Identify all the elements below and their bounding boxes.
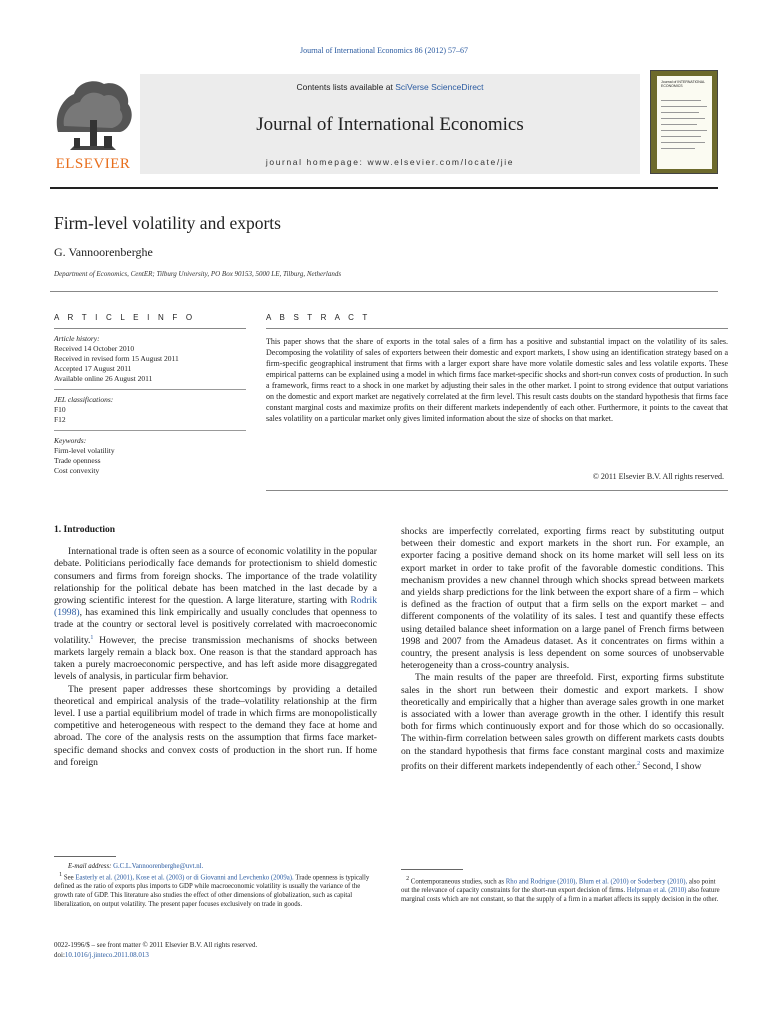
- journal-citation[interactable]: Journal of International Economics 86 (2012) 57–67: [300, 46, 468, 55]
- doi-line: doi:10.1016/j.jinteco.2011.08.013: [54, 951, 149, 959]
- history-accepted: Accepted 17 August 2011: [54, 364, 132, 373]
- contents-line: Contents lists available at SciVerse ScienceDirect: [296, 82, 484, 92]
- citation-link[interactable]: Helpman et al. (2010): [626, 887, 687, 895]
- history-label: Article history:: [54, 334, 100, 343]
- keyword: Firm-level volatility: [54, 446, 115, 455]
- citation-link[interactable]: Rodrik (1998): [54, 595, 377, 619]
- jel-classifications: [54, 395, 246, 431]
- author-name[interactable]: G. Vannoorenberghe: [54, 245, 153, 259]
- citation-link[interactable]: Easterly et al. (2001), Kose et al. (2003) or di Giovanni and Levchenko (2009a).: [75, 874, 294, 882]
- body-column-left: [54, 522, 377, 769]
- author-email: E-mail address: G.C.L.Vannoorenberghe@uvt.nl.: [68, 863, 204, 870]
- abstract-bottom-divider: [266, 490, 728, 491]
- article-info-divider: [54, 328, 246, 329]
- jel-label: JEL classifications:: [54, 395, 114, 404]
- footnotes-left: [54, 862, 377, 909]
- footnote-ref[interactable]: 2: [637, 760, 641, 767]
- elsevier-wordmark: ELSEVIER: [55, 156, 131, 172]
- footnotes-right: [401, 875, 724, 904]
- abstract-divider: [266, 328, 728, 329]
- history-received: Received 14 October 2010: [54, 344, 135, 353]
- section-heading-introduction: 1. Introduction: [54, 525, 116, 535]
- body-paragraph: shocks are imperfectly correlated, exporting firms react by substituting output between their domestic and export markets in the short run. For example, an exporter facing a positive demand shock on its home market will sell less on its export market in order to take profit of the favorable domestic conditions. This mechanism provides a new channel through which shocks spread between markets and yields sharp predictions for the link between the export share of a firm – which is defined as the fraction of output that a firm sells on the export market – and different components of the volatility of its sales. I test and quantify these effects using detailed balance sheet information on a large panel of French firms between 1998 and 2007 from the Amadeus dataset. As it concentrates on firms within a country, the present analysis is less dependent on some sources of unobservable heterogeneity than a cross-country analysis.: [401, 526, 724, 672]
- keyword: Cost convexity: [54, 466, 100, 475]
- author-affiliation: Department of Economics, CentER; Tilburg University, PO Box 90153, 5000 LE, Tilburg, Netherlands: [54, 270, 342, 278]
- history-online: Available online 26 August 2011: [54, 374, 153, 383]
- abstract-copyright: © 2011 Elsevier B.V. All rights reserved.: [592, 472, 724, 481]
- abstract-heading: A B S T R A C T: [266, 313, 371, 322]
- history-revised: Received in revised form 15 August 2011: [54, 354, 179, 363]
- footnote-divider: [401, 869, 463, 870]
- footnote-divider: [54, 856, 116, 857]
- article-info-heading: A R T I C L E I N F O: [54, 313, 196, 322]
- body-column-right: [401, 526, 724, 773]
- publication-meta: [54, 940, 377, 960]
- affiliation-divider: [50, 291, 718, 292]
- footnote-ref[interactable]: 1: [90, 634, 94, 641]
- journal-banner: [140, 74, 640, 174]
- keyword: Trade openness: [54, 456, 101, 465]
- body-paragraph: The main results of the paper are threefold. First, exporting firms substitute sales in the short run between their domestic and export markets. I show theoretically and empirically that a higher than average sales growth in one market is associated with a lower than average growth in the other. I identify this result both for firms which continuously export and for those which do so occasionally. The within-firm correlation between sales growth on different markets casts doubts on the standard hypothesis that firms face constant marginal costs and maximize profits on their different markets independently of each other.$^2$ Second, I show: [401, 672, 724, 773]
- journal-header: [50, 70, 718, 180]
- jel-code: F12: [54, 415, 66, 424]
- keywords: [54, 436, 246, 481]
- journal-homepage[interactable]: journal homepage: www.elsevier.com/locate/jie: [265, 157, 515, 167]
- citation-link[interactable]: Rho and Rodrigue (2010), Blum et al. (2010) or Soderbery (2010),: [505, 878, 688, 886]
- article-info-panel: [54, 334, 246, 486]
- keywords-label: Keywords:: [54, 436, 87, 445]
- journal-title: Journal of International Economics: [256, 114, 524, 135]
- sciencedirect-link[interactable]: SciVerse ScienceDirect: [395, 82, 484, 92]
- article-title: Firm-level volatility and exports: [54, 213, 281, 233]
- cover-title: Journal of INTERNATIONAL ECONOMICS: [661, 80, 705, 88]
- issn-line: 0022-1996/$ – see front matter © 2011 Elsevier B.V. All rights reserved.: [54, 941, 258, 949]
- doi-link[interactable]: 10.1016/j.jinteco.2011.08.013: [64, 951, 149, 959]
- body-paragraph: International trade is often seen as a source of economic volatility in the popular debate. Politicians periodically face demands for protectionism to shield domestic consumers and firms from foreign shocks. The importance of the trade volatility relationship for the political debate has been matched in the last decade by a growing scientific interest for the question. A large literature, starting with Rodrik (1998), has examined this link empirically and usually concludes that openness to trade at the country or sectoral level is positively correlated with macroeconomic volatility.$^1$ However, the precise transmission mechanisms of shocks between markets largely remain a black box. One reason is that the standard approach has taken a purely macroeconomic perspective, and has left aside more disaggregated levels of analysis, in particular firm behavior.: [54, 546, 377, 683]
- footnote-2: $^2$ Contemporaneous studies, such as Rho and Rodrigue (2010), Blum et al. (2010) or Soderbery (2010), also point out the relevance of capacity constraints for the short-run export decision of firms. Helpman et al. (2010) also feature marginal costs which are not constant, so that the supply of a firm in a market affects its supply decision in the other.: [401, 876, 720, 904]
- journal-cover-thumbnail: [650, 70, 718, 174]
- body-paragraph: The present paper addresses these shortcomings by providing a detailed theoretical and empirical analysis of the trade–volatility relationship at the firm level. I use a partial equilibrium model of trade in which firms are monopolistically competitive and heterogeneous with respect to the demand they face at home and abroad. The core of the analysis rests on the assumption that firms face market-specific demand shocks and convex costs of production in the short run. If home and foreign: [54, 683, 377, 768]
- abstract-text: This paper shows that the share of exports in the total sales of a firm has a positive and substantial impact on the volatility of its sales. Decomposing the volatility of sales of exporters between their domestic and export markets, I show using an identification strategy based on a firm-specific geographical instrument that firms with a larger export share have more volatile domestic sales and less volatile exports. These empirical patterns can be explained using a model in which firms face market-specific shocks and short-run convex costs of production. In such a framework, firms react to a shock in one market by adjusting their sales in the other market. I point to strong evidence that output variations on the domestic and export market are negatively correlated at the firm level. This result casts doubts on the standard hypothesis that firms face constant marginal costs and maximize profits on their different markets independently of each other. Furthermore, it points to the caveat that sales volatility on a particular market only gives limited information about the size of shocks on that market.: [266, 337, 728, 423]
- email-link[interactable]: G.C.L.Vannoorenberghe@uvt.nl.: [113, 863, 204, 870]
- header-divider: [50, 187, 718, 189]
- footnote-1: $^1$ See Easterly et al. (2001), Kose et al. (2003) or di Giovanni and Levchenko (2009a). Trade openness is typically defined as the ratio of exports plus imports to GDP while macroeconomic volatility is usually the variance of the growth rate of GDP. This literature also studies the effect of other dimensions of globalization, such as capital liberalization, on output volatility. The present paper focuses exclusively on trade in goods.: [54, 872, 370, 909]
- article-history: [54, 334, 246, 390]
- jel-code: F10: [54, 405, 66, 414]
